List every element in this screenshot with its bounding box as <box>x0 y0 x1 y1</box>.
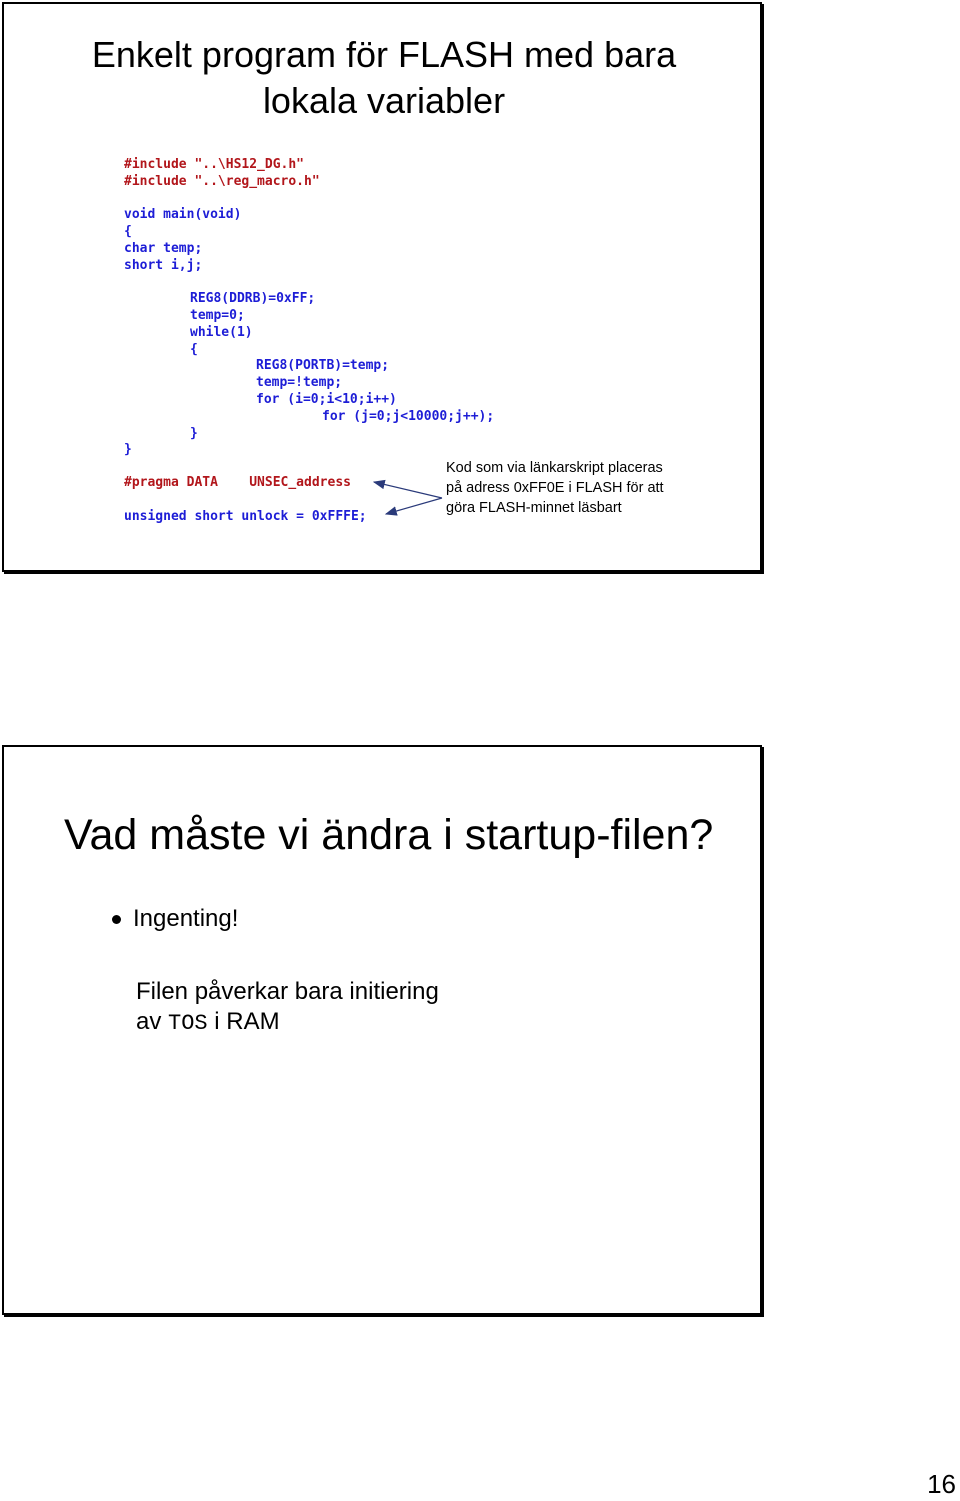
body-line-2 <box>136 1007 439 1039</box>
code-line: temp=0; <box>190 308 245 323</box>
code-line: for (i=0;i<10;i++) <box>256 392 397 407</box>
body-line-1: Filen påverkar bara initiering <box>136 978 439 1005</box>
page-number: 16 <box>927 1469 956 1499</box>
code-line: } <box>190 426 198 441</box>
code-line: for (j=0;j<10000;j++); <box>322 409 495 424</box>
note-line-2: på adress 0xFF0E i FLASH för att <box>446 480 664 496</box>
slide-2-body <box>136 977 439 1039</box>
bullet-text: Ingenting! <box>133 905 239 932</box>
code-line: REG8(DDRB)=0xFF; <box>190 291 316 306</box>
code-line: } <box>124 442 132 457</box>
body-line-2-pre: av <box>136 1008 169 1035</box>
code-line: char temp; <box>124 241 203 256</box>
code-line: short i,j; <box>124 258 203 273</box>
slide-1-title <box>4 32 764 124</box>
arrow-to-unlock <box>386 498 442 514</box>
arrow-to-pragma <box>374 482 442 498</box>
slide-1-title-line-2: lokala variabler <box>262 80 506 121</box>
code-line: temp=!temp; <box>256 375 343 390</box>
code-line: void main(void) <box>124 207 242 222</box>
code-line: while(1) <box>190 325 253 340</box>
code-line: #include "..\reg_macro.h" <box>124 174 320 189</box>
slide-2 <box>2 745 762 1315</box>
body-line-2-code: TOS <box>168 1011 208 1036</box>
code-line: #pragma DATA UNSEC_address <box>124 475 351 490</box>
slide-2-title: Vad måste vi ändra i startup-filen? <box>64 811 714 859</box>
code-line: unsigned short unlock = 0xFFFE; <box>124 509 367 524</box>
bullet-item <box>112 905 238 933</box>
body-line-2-post: i RAM <box>207 1008 280 1035</box>
note-line-3: göra FLASH-minnet läsbart <box>446 500 622 516</box>
annotation-note <box>446 458 664 518</box>
code-line: { <box>190 342 198 357</box>
code-line: #include "..\HS12_DG.h" <box>124 157 305 172</box>
code-listing <box>124 157 495 524</box>
bullet-icon <box>112 915 121 924</box>
slide-1 <box>2 2 762 572</box>
code-line: { <box>124 224 132 239</box>
code-line: REG8(PORTB)=temp; <box>256 358 390 373</box>
slide-1-title-line-1: Enkelt program för FLASH med bara <box>91 34 677 75</box>
note-line-1: Kod som via länkarskript placeras <box>446 460 663 476</box>
